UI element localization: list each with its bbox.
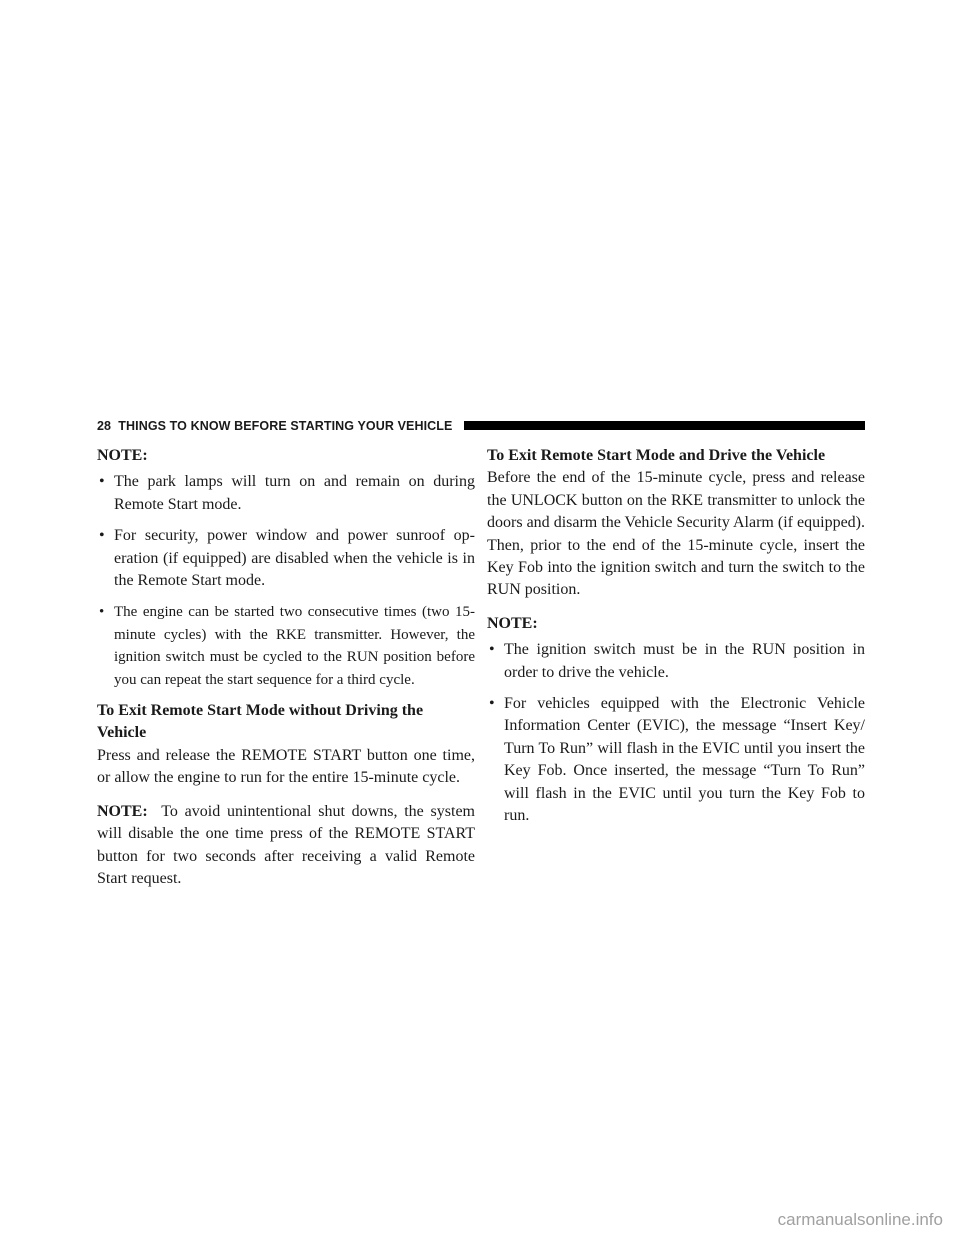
bullet-item — [97, 525, 475, 592]
note-label: NOTE: — [487, 614, 538, 632]
bullet-icon: • — [99, 473, 105, 491]
note-bullet-list — [97, 471, 475, 691]
bullet-icon: • — [489, 641, 495, 659]
section-heading: To Exit Remote Start Mode without Driving the Vehicle — [97, 702, 424, 742]
header-title — [97, 419, 452, 433]
note-label: NOTE: — [97, 447, 148, 464]
bullet-icon: • — [99, 527, 105, 545]
bullet-text: For vehicles equipped with the Electronic Vehicle Information Center (EVIC), the message “Insert Key/ Turn To Run” will flash in the EVIC until you insert the Key Fob. Once inserted, the message “Turn To Run” will flash in the EVIC until you turn the Key Fob to run. — [504, 695, 865, 825]
right-column — [487, 445, 865, 837]
note-text: To avoid unintentional shut downs, the system will disable the one time press of the REMOTE START button for two seconds after receiving a valid Remote Start request. — [97, 802, 475, 887]
note-bullet-list — [487, 639, 865, 827]
left-column — [97, 445, 475, 890]
bullet-item — [97, 471, 475, 516]
page-number: 28 — [97, 419, 112, 433]
body-paragraph: Press and release the REMOTE START button one time, or allow the engine to run for the entire 15-minute cycle. — [97, 746, 475, 787]
section-heading: To Exit Remote Start Mode and Drive the Vehicle — [487, 447, 826, 464]
bullet-text: The park lamps will turn on and remain on during Remote Start mode. — [114, 473, 475, 513]
watermark-link[interactable]: carmanualsonline.info — [777, 1210, 943, 1229]
bullet-item — [97, 601, 475, 691]
bullet-text: The engine can be started two consecutive times (two 15-minute cycles) with the RKE transmitter. However, the ignition switch must be cycled to the RUN position before you can repeat the start sequence for a third cycle. — [114, 604, 475, 688]
bullet-icon: • — [489, 695, 495, 713]
note-label: NOTE: — [97, 802, 148, 820]
section-title: THINGS TO KNOW BEFORE STARTING YOUR VEHICLE — [118, 419, 453, 433]
bullet-icon: • — [99, 604, 105, 621]
header-rule-bar — [464, 421, 865, 430]
bullet-text: The ignition switch must be in the RUN position in order to drive the vehicle. — [504, 641, 865, 681]
body-paragraph: Before the end of the 15-minute cycle, press and release the UNLOCK button on the RKE transmitter to unlock the doors and disarm the Vehicle Security Alarm (if equipped). Then, prior to the end of the 15-minute cycle, insert the Key Fob into the ignition switch and turn the switch to the RUN position. — [487, 469, 865, 599]
bullet-item — [487, 693, 865, 827]
note-paragraph — [97, 801, 475, 891]
bullet-text: For security, power window and power sunroof op-eration (if equipped) are disabled when the vehicle is in the Remote Start mode. — [114, 527, 475, 590]
bullet-item — [487, 639, 865, 684]
page-header — [97, 417, 865, 437]
